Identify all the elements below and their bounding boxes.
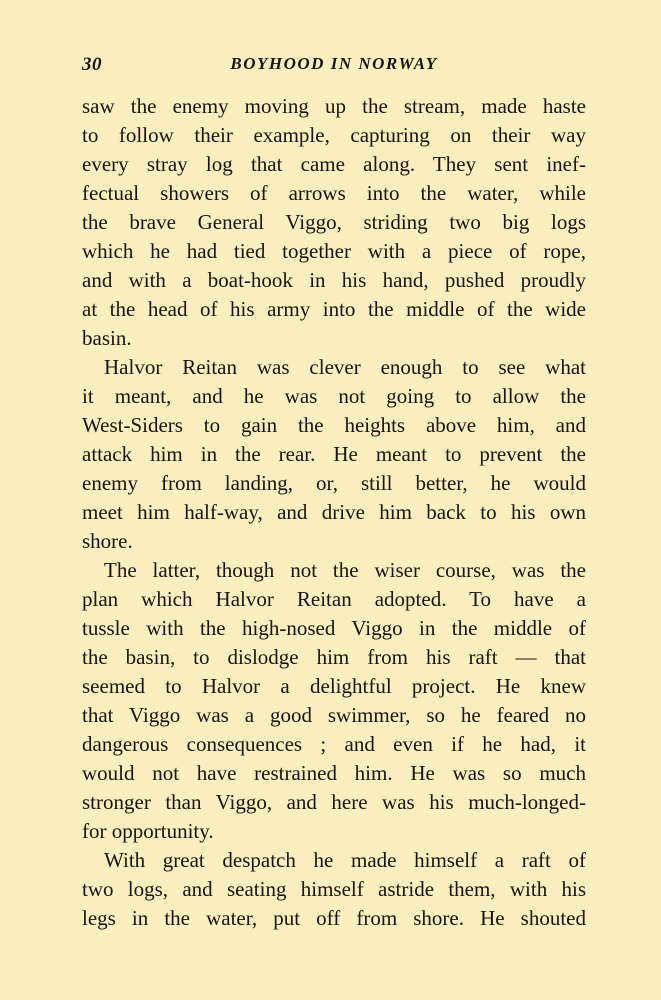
text-line: to follow their example, capturing on their way (82, 123, 586, 147)
paragraph (82, 353, 586, 556)
text-line: would not have restrained him. He was so much (82, 761, 586, 785)
text-line: it meant, and he was not going to allow the (82, 384, 586, 408)
text-line: shore. (82, 529, 133, 553)
page-number: 30 (82, 54, 102, 75)
text-line: stronger than Viggo, and here was his much-longed- (82, 790, 586, 814)
page-header (82, 54, 586, 80)
text-line: The latter, though not the wiser course, was the (104, 558, 586, 582)
text-line: that Viggo was a good swimmer, so he feared no (82, 703, 586, 727)
text-line: two logs, and seating himself astride them, with his (82, 877, 586, 901)
paragraph (82, 92, 586, 353)
text-line: Halvor Reitan was clever enough to see what (104, 355, 586, 379)
body-text (82, 92, 586, 933)
text-line: meet him half-way, and drive him back to his own (82, 500, 586, 524)
text-line: plan which Halvor Reitan adopted. To have a (82, 587, 586, 611)
text-line: dangerous consequences ; and even if he had, it (82, 732, 586, 756)
text-line: and with a boat-hook in his hand, pushed proudly (82, 268, 586, 292)
text-line: every stray log that came along. They sent inef- (82, 152, 586, 176)
text-line: enemy from landing, or, still better, he would (82, 471, 586, 495)
text-line: the brave General Viggo, striding two big logs (82, 210, 586, 234)
text-line: seemed to Halvor a delightful project. He knew (82, 674, 586, 698)
text-line: tussle with the high-nosed Viggo in the middle of (82, 616, 586, 640)
text-line: for opportunity. (82, 819, 214, 843)
text-line: fectual showers of arrows into the water, while (82, 181, 586, 205)
text-line: basin. (82, 326, 132, 350)
text-line: West-Siders to gain the heights above him, and (82, 413, 586, 437)
text-line: With great despatch he made himself a raft of (104, 848, 586, 872)
text-line: at the head of his army into the middle of the wide (82, 297, 586, 321)
text-line: legs in the water, put off from shore. He shouted (82, 906, 586, 930)
text-line: which he had tied together with a piece of rope, (82, 239, 586, 263)
running-head: BOYHOOD IN NORWAY (230, 54, 438, 73)
text-line: saw the enemy moving up the stream, made haste (82, 94, 586, 118)
text-line: the basin, to dislodge him from his raft — that (82, 645, 586, 669)
paragraph (82, 846, 586, 933)
text-line: attack him in the rear. He meant to prevent the (82, 442, 586, 466)
paragraph (82, 556, 586, 846)
